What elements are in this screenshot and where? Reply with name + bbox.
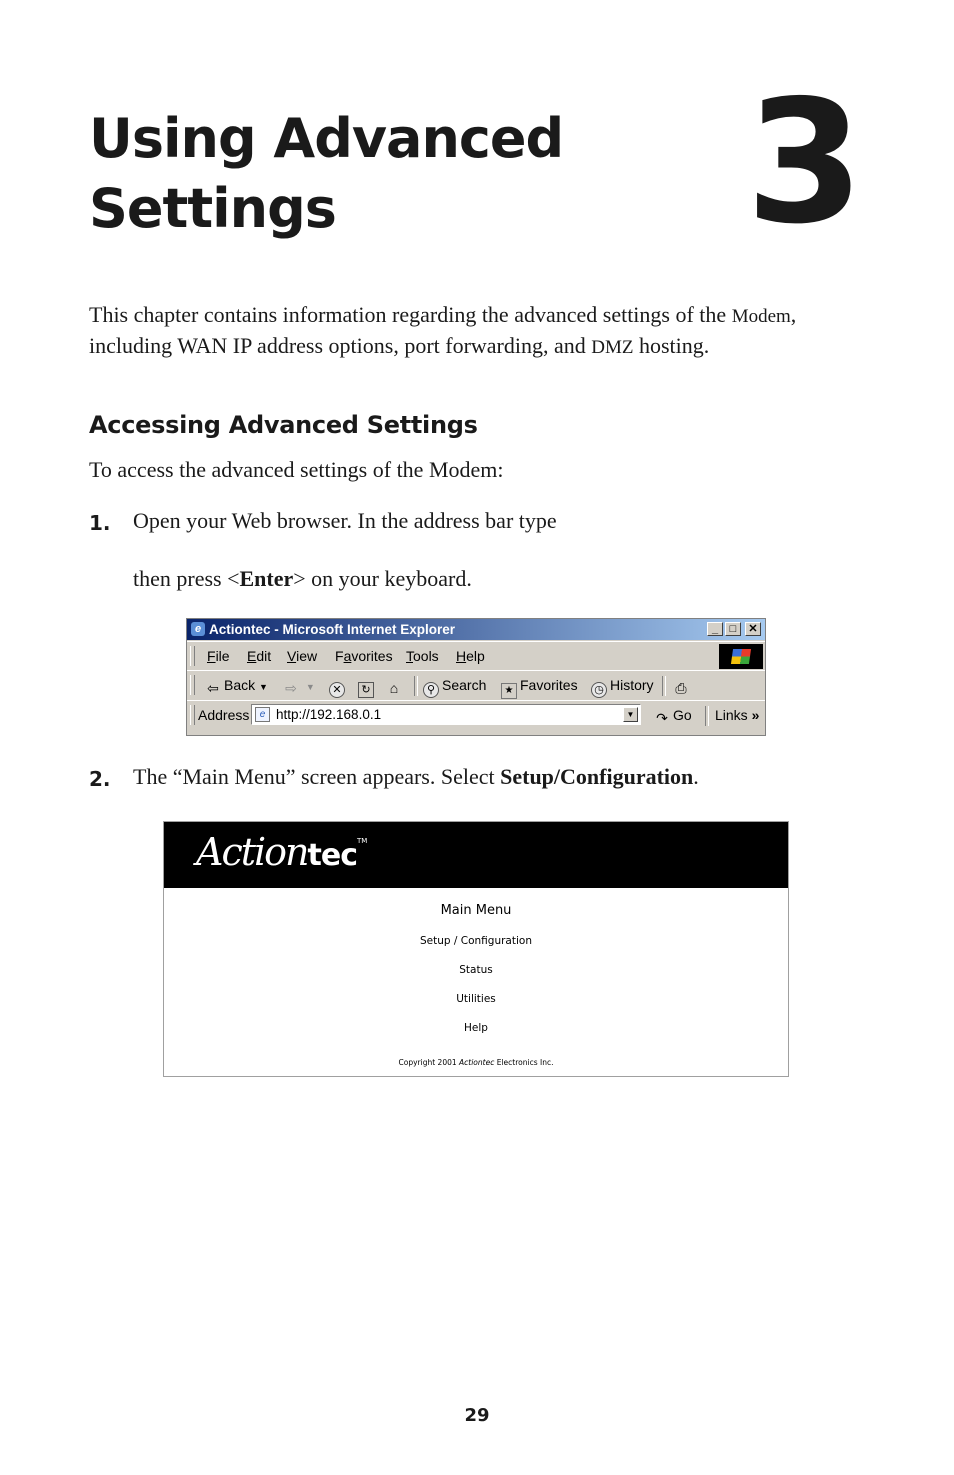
logo-tm: TM	[356, 837, 368, 845]
intro-text-1: This chapter contains information regarding the advanced settings of the	[89, 302, 732, 327]
actiontec-header	[164, 822, 788, 888]
intro-dmz: DMZ	[591, 337, 634, 358]
intro-modem: Modem	[731, 306, 791, 327]
step-1-cont-b: > on your keyboard.	[293, 566, 472, 591]
favorites-label: Favorites	[520, 677, 578, 693]
section-intro: To access the advanced settings of the Modem:	[89, 457, 504, 482]
step-2-text-a: The “Main Menu” screen appears. Select	[133, 764, 501, 789]
logo-script: Action	[196, 830, 308, 874]
logo-bold: tec	[307, 838, 357, 873]
menu-view[interactable]: View	[287, 648, 318, 664]
address-separator	[705, 706, 709, 726]
close-icon[interactable]: ✕	[745, 622, 761, 636]
menu-edit[interactable]: Edit	[247, 648, 272, 664]
step-2-text-b: .	[693, 764, 699, 789]
forward-arrow-icon: ⇨	[285, 680, 297, 696]
menu-file-rest: ile	[215, 648, 230, 664]
copyright-a: Copyright 2001	[398, 1058, 460, 1067]
menu-link-status[interactable]: Status	[459, 964, 493, 976]
back-dropdown-icon: ▼	[259, 682, 268, 692]
step-1-cont-a: then press <	[133, 566, 240, 591]
intro-paragraph	[89, 300, 879, 362]
menu-favorites[interactable]: Favorites	[335, 648, 393, 664]
step-2-text	[133, 764, 699, 790]
favorites-button[interactable]	[501, 677, 578, 699]
page-number: 29	[464, 1405, 490, 1426]
menu-file[interactable]: File	[207, 648, 230, 664]
standard-toolbar	[187, 670, 765, 699]
chapter-title-line1: Using Advanced	[89, 107, 564, 170]
ie-icon: e	[191, 622, 205, 636]
enter-key-label: Enter	[239, 566, 294, 591]
browser-title: Actiontec - Microsoft Internet Explorer	[209, 622, 456, 637]
toolbar-grip	[190, 675, 195, 695]
menu-grip	[190, 646, 195, 666]
actiontec-logo	[196, 830, 367, 874]
section-heading: Accessing Advanced Settings	[89, 411, 478, 439]
forward-dropdown-icon: ▼	[305, 682, 315, 692]
back-arrow-icon: ⇦	[207, 680, 219, 696]
print-icon: ⎙	[675, 680, 687, 696]
menu-link-help[interactable]: Help	[464, 1022, 488, 1034]
history-button[interactable]	[591, 677, 654, 698]
address-grip	[190, 705, 195, 725]
home-icon: ⌂	[389, 680, 399, 696]
chapter-number: 3	[745, 64, 860, 262]
address-url: http://192.168.0.1	[276, 707, 382, 722]
go-label: Go	[673, 707, 692, 723]
menu-tools[interactable]: Tools	[406, 648, 439, 664]
back-label: Back	[224, 677, 256, 693]
menu-link-utilities[interactable]: Utilities	[456, 993, 496, 1005]
search-button[interactable]	[423, 677, 486, 698]
page-icon: e	[255, 707, 270, 722]
favorites-icon: ★	[501, 683, 517, 699]
windows-logo-icon	[719, 644, 763, 669]
intro-text-3: hosting.	[633, 333, 710, 358]
back-button[interactable]	[205, 677, 268, 696]
go-arrow-icon: ↷	[656, 710, 668, 726]
links-label: Links	[715, 707, 748, 723]
stop-button[interactable]	[329, 677, 348, 698]
copyright-b: Electronics Inc.	[494, 1058, 554, 1067]
address-input[interactable]	[251, 704, 641, 725]
step-1-text: Open your Web browser. In the address bar type	[133, 508, 557, 533]
address-bar	[187, 700, 765, 735]
main-menu-heading: Main Menu	[440, 903, 512, 918]
print-button[interactable]	[673, 677, 692, 696]
step-1-continuation	[133, 566, 472, 592]
intro-text-2: , including WAN IP address options, port forwarding, and	[89, 302, 797, 358]
setup-configuration-label: Setup/Configuration	[500, 764, 694, 789]
toolbar-separator	[414, 676, 418, 696]
step-1-number: 1.	[89, 511, 111, 535]
browser-window-screenshot	[186, 618, 766, 736]
menu-help[interactable]: Help	[456, 648, 485, 664]
main-menu-screenshot	[163, 821, 789, 1077]
toolbar-separator-2	[662, 676, 666, 696]
minimize-icon[interactable]: _	[707, 622, 723, 636]
history-icon: ◷	[591, 682, 607, 698]
address-label: Address	[198, 707, 250, 723]
copyright-brand: Actiontec	[459, 1058, 495, 1067]
search-label: Search	[442, 677, 487, 693]
links-button[interactable]	[715, 707, 759, 723]
go-button[interactable]	[654, 707, 692, 726]
search-icon: ⚲	[423, 682, 439, 698]
refresh-button[interactable]	[358, 677, 377, 698]
browser-titlebar	[187, 619, 765, 640]
maximize-icon[interactable]: □	[725, 622, 741, 636]
chapter-title-line2: Settings	[89, 177, 336, 240]
step-2-number: 2.	[89, 767, 111, 791]
chapter-title	[89, 104, 563, 244]
address-dropdown-icon[interactable]: ▼	[623, 707, 638, 722]
menu-link-setup[interactable]: Setup / Configuration	[420, 935, 532, 947]
menu-bar	[187, 641, 765, 670]
chevron-right-icon: »	[751, 707, 760, 723]
forward-button[interactable]	[283, 677, 315, 696]
home-button[interactable]	[386, 677, 405, 696]
history-label: History	[610, 677, 654, 693]
stop-icon: ✕	[329, 682, 345, 698]
refresh-icon: ↻	[358, 682, 374, 698]
copyright-notice	[164, 1058, 788, 1067]
